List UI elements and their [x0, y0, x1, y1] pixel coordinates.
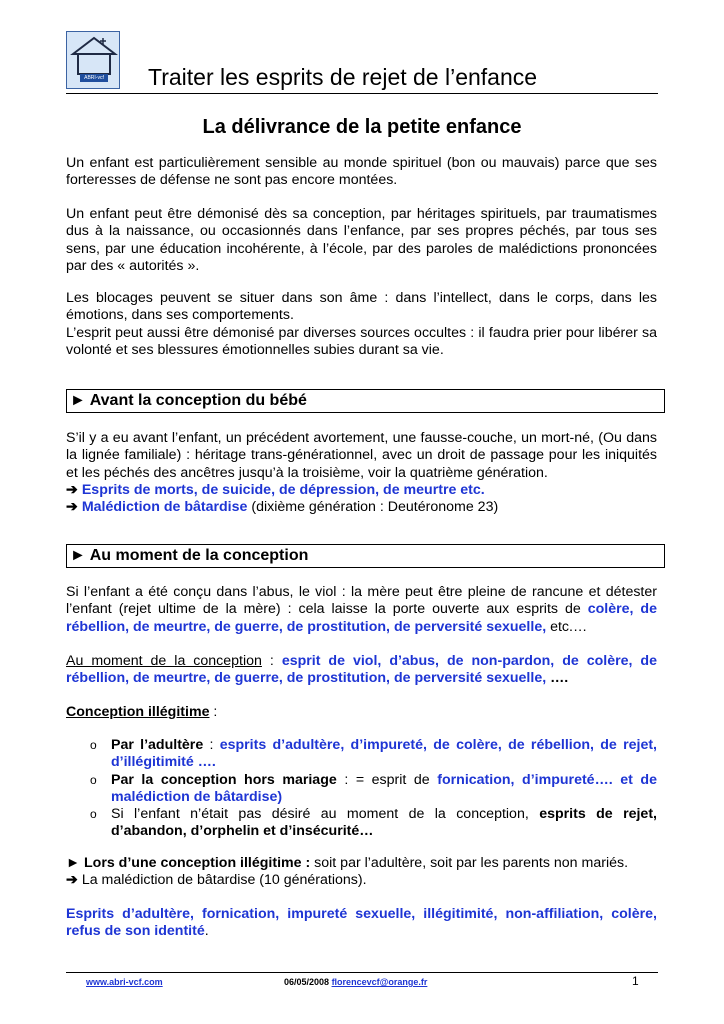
section2-paragraph-2 — [66, 653, 657, 688]
list-item — [90, 806, 657, 841]
list-item — [90, 737, 657, 772]
list-item — [90, 772, 657, 807]
intro-paragraph-2: Un enfant peut être démonisé dès sa conception, par héritages spirituels, par traumatismes dus à la naissance, ou occasionnés dans l’enfance, par ses propres péchés, par tous ses sens, par une éducation incohérente, à l’école, par des paroles de malédictions prononcées par des « autorités ». — [66, 206, 657, 274]
header-title: Traiter les esprits de rejet de l’enfance — [148, 64, 538, 90]
section2-p1-end: etc.… — [546, 618, 588, 635]
intro-section-2 — [66, 206, 657, 275]
list-item-bold: Par la conception hors mariage — [111, 771, 337, 788]
section2-paragraph-3 — [66, 704, 657, 721]
intro-paragraph-3b: L’esprit peut aussi être démonisé par diverses sources occultes : il faudra prier pour libérer sa volonté et ses blessures émotionnelles subies durant sa vie. — [66, 324, 657, 358]
final-end: . — [204, 923, 209, 940]
list-item-blue: fornication, d’impureté…. et de malédiction de bâtardise) — [111, 771, 657, 805]
page-number: 1 — [632, 974, 639, 988]
section1-blue-1: Esprits de morts, de suicide, de dépression, de meurtre etc. — [81, 481, 485, 498]
intro-section — [66, 155, 657, 190]
section2-lors — [66, 855, 657, 890]
section2-p1-blue: colère, de rébellion, de meurtre, de guerre, de prostitution, de perversité sexuelle, — [66, 601, 657, 635]
lors-rest: soit par l’adultère, soit par les parents non mariés. — [310, 855, 629, 871]
footer-email-link[interactable]: florencevcf@orange.fr — [331, 977, 428, 987]
section1-arrow-line-1 — [66, 482, 657, 499]
section2-p3-label: Conception illégitime — [66, 704, 210, 720]
list-item-mid: Si l’enfant n’était pas désiré au moment de la conception, — [111, 806, 540, 823]
section-heading-before-conception: ► Avant la conception du bébé — [66, 389, 665, 413]
section1-arrow-line-2 — [66, 499, 657, 516]
arrow-icon: ➔ — [66, 481, 78, 498]
footer-center — [284, 977, 427, 987]
intro-section-3 — [66, 290, 657, 359]
header-divider — [66, 93, 658, 94]
illegitimate-list — [90, 737, 657, 841]
logo — [66, 31, 120, 89]
list-item-mid: : — [203, 737, 220, 753]
bullet-icon: o — [90, 807, 97, 822]
bullet-icon: o — [90, 738, 97, 752]
section2-p2-colon: : — [261, 653, 282, 669]
list-item-mid: : = esprit de — [336, 771, 438, 788]
logo-text: ABRI-vcf — [80, 74, 108, 82]
section2-p2-blue: esprit de viol, d’abus, de non-pardon, de colère, de rébellion, de meurtre, de guerre, de prostitution, de perversité sexuelle, — [66, 653, 657, 687]
bullet-icon: o — [90, 772, 97, 787]
arrow-icon: ➔ — [66, 872, 78, 889]
section1-body — [66, 430, 657, 516]
section2-p2-label: Au moment de la conception — [66, 653, 262, 669]
page-title: La délivrance de la petite enfance — [202, 116, 522, 138]
final-blue: Esprits d’adultère, fornication, impureté sexuelle, illégitimité, non-affiliation, colère, refus de son identité — [66, 906, 657, 940]
lors-arrow-text: La malédiction de bâtardise (10 générations). — [77, 872, 367, 889]
arrow-icon: ➔ — [66, 499, 78, 516]
footer-date: 06/05/2008 — [284, 977, 330, 987]
footer-website-wrap — [86, 977, 163, 987]
section2-p1-text: Si l’enfant a été conçu dans l’abus, le viol : la mère peut être pleine de rancune et détester l’enfant (rejet ultime de la mère) : cela laisse la porte ouverte aux esprits de — [66, 584, 657, 618]
section1-arrow2-rest: (dixième génération : Deutéronome 23) — [247, 499, 499, 516]
intro-paragraph-1: Un enfant est particulièrement sensible au monde spirituel (bon ou mauvais) parce que ses forteresses de défense ne sont pas encore montées. — [66, 155, 657, 189]
list-item-blue: esprits d’adultère, d’impureté, de colère, de rébellion, de rejet, d’illégitimité …. — [111, 737, 657, 771]
lors-bold: ► Lors d’une conception illégitime : — [66, 855, 311, 871]
intro-paragraph-3a: Les blocages peuvent se situer dans son âme : dans l’intellect, dans le corps, dans les émotions, dans ses comportements. — [66, 290, 657, 324]
section-heading-at-conception: ► Au moment de la conception — [66, 544, 665, 568]
section2-final — [66, 906, 657, 941]
section2-p3-colon: : — [209, 704, 218, 720]
footer-website-link[interactable]: www.abri-vcf.com — [86, 977, 163, 987]
footer-divider — [66, 972, 658, 973]
section2-paragraph-1 — [66, 584, 657, 636]
section1-paragraph: S’il y a eu avant l’enfant, un précédent avortement, une fausse-couche, un mort-né, (Ou dans la lignée familiale) : héritage trans-générationnel, avec un droit de passage pour les iniquités et les péchés des ancêtres jusqu’à la troisième, voir la quatrième génération. — [66, 430, 657, 481]
list-item-end: esprits de rejet, d’abandon, d’orphelin et d’insécurité… — [111, 806, 657, 840]
section2-p2-end: …. — [550, 670, 569, 687]
list-item-bold: Par l’adultère — [111, 737, 204, 753]
section1-blue-2: Malédiction de bâtardise — [81, 499, 248, 516]
